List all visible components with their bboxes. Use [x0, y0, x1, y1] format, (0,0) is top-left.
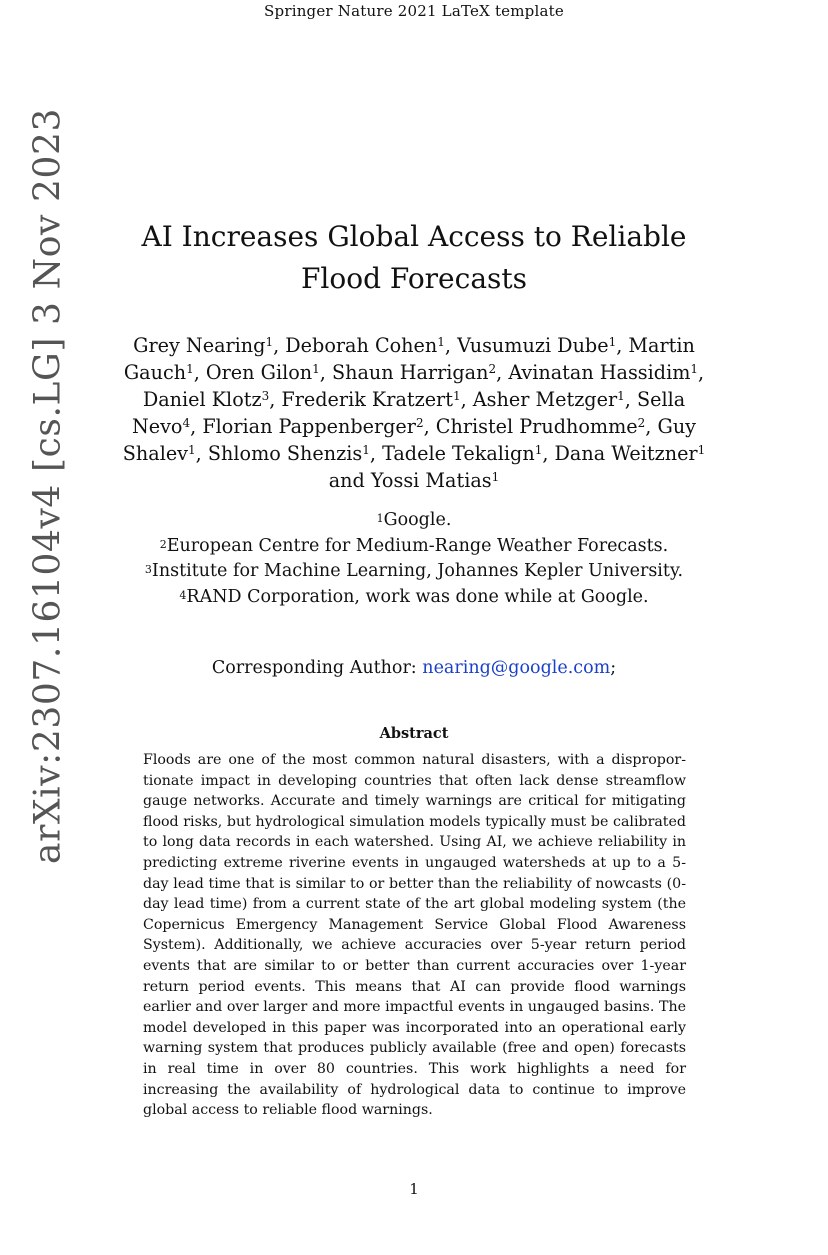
paper-title: AI Increases Global Access to Reliable Flood Forecasts — [141, 220, 687, 295]
author-affiliation-mark: 2 — [415, 416, 424, 430]
author-name: Frederik Kratzert — [281, 388, 453, 411]
author — [508, 361, 698, 384]
author-affiliation-mark: 1 — [437, 335, 445, 349]
arxiv-identifier[interactable]: arXiv:2307.16104v4 [cs.LG] 3 Nov 2023 — [27, 108, 69, 864]
author-affiliation-mark: 1 — [534, 443, 543, 457]
author-affiliation-mark: 1 — [608, 335, 617, 349]
corresponding-author — [100, 655, 728, 681]
author-name: Tadele Tekalign — [382, 442, 535, 465]
affiliation — [100, 585, 728, 611]
author-name: Deborah Cohen — [285, 334, 438, 357]
affiliation-number: 1 — [376, 512, 384, 525]
author-name: Christel Prudhomme — [435, 415, 638, 438]
author — [555, 442, 706, 465]
author-name: Oren Gilon — [205, 361, 313, 384]
author-affiliation-mark: 2 — [637, 416, 646, 430]
author-name: Sella Nevo — [131, 388, 686, 438]
author-connector: and — [328, 469, 365, 492]
author-list: Grey Nearing$^1$, Deborah Cohen$^1$, Vusumuzi Dube$^1$, Martin Gauch$^1$, Oren Gilon$^1$, Shaun Harrigan$^2$, Avinatan Hassidim$^1$, Daniel Klotz$^3$, Frederik Kratzert$^1$, Asher Metzger$^1$, Sella Nevo$^4$, Florian Pappenberger$^2$, Christel Prudhomme$^2$, Guy Shalev$^1$, Shlomo Shenzis$^1$, Tadele Tekalign$^1$, Dana Weitzner$^1$ and Yossi Matias$^1$ — [122, 334, 706, 492]
affiliation — [100, 508, 728, 534]
abstract-heading: Abstract — [379, 725, 449, 742]
author-affiliation-mark: 1 — [452, 389, 461, 403]
author — [457, 334, 616, 357]
author-name: Florian Pappenberger — [202, 415, 416, 438]
author-name: Avinatan Hassidim — [508, 361, 691, 384]
author-name: Daniel Klotz — [142, 388, 262, 411]
author-name: Shaun Harrigan — [331, 361, 489, 384]
author-affiliation-mark: 1 — [312, 362, 320, 376]
author-affiliation-mark: 1 — [188, 443, 196, 457]
author — [143, 388, 269, 411]
author — [473, 388, 625, 411]
author-name: Asher Metzger — [472, 388, 618, 411]
affiliation-number: 2 — [159, 537, 167, 551]
abstract-body: Floods are one of the most common natural disasters, with a disproportionate impact in developing countries that often lack dense streamflow gauge networks. Accurate and timely warnings are critical for mitigating flood risks, but hydrological simulation models typically must be calibrated to long data records in each watershed. Using AI, we achieve reliability in predicting extreme riverine events in ungauged watersheds at up to a 5-day lead time that is similar to or better than the reliability of nowcasts (0-day lead time) from a current state of the art global modeling system (the Copernicus Emergency Management Service Global Flood Awareness System). Additionally, we achieve accuracies over 5-year return period events that are similar to or better than current accuracies over 1-year return period events. This means that AI can provide flood warnings earlier and over larger and more impactful events in ungauged basins. The model developed in this paper was incorporated into an operational early warning system that produces publicly available (free and open) forecasts in real time in over 80 countries. This work highlights a need for increasing the availability of hydrological data to continue to improve global access to reliable flood warnings. — [143, 752, 686, 1119]
author-name: Shlomo Shenzis — [207, 442, 363, 465]
author-affiliation-mark: 1 — [186, 362, 194, 376]
author — [133, 334, 273, 357]
author — [281, 388, 460, 411]
affiliation-number: 4 — [179, 588, 187, 602]
author-affiliation-mark: 1 — [690, 362, 699, 376]
affiliation-text: European Centre for Medium-Range Weather Forecasts. — [166, 535, 669, 556]
author-affiliation-mark: 1 — [491, 470, 500, 484]
author-affiliation-mark: 3 — [261, 389, 270, 403]
author — [206, 361, 320, 384]
affiliation-number: 3 — [144, 563, 152, 576]
author — [332, 361, 496, 384]
author-affiliation-mark: 1 — [265, 335, 274, 349]
author-affiliation-mark: 2 — [488, 362, 497, 376]
affiliation-text: RAND Corporation, work was done while at Google. — [186, 586, 649, 607]
affiliation — [100, 534, 728, 560]
running-head: Springer Nature 2021 LaTeX template — [264, 2, 564, 20]
author — [436, 415, 646, 438]
author — [208, 442, 370, 465]
affiliation-list — [100, 508, 728, 610]
author — [202, 415, 423, 438]
author-affiliation-mark: 1 — [362, 443, 370, 457]
page-number: 1 — [409, 1180, 419, 1198]
affiliation — [100, 559, 728, 585]
author-name: Martin Gauch — [123, 334, 695, 384]
author-name: Vusumuzi Dube — [457, 334, 609, 357]
author — [285, 334, 445, 357]
author-name: Grey Nearing — [133, 334, 266, 357]
corresponding-author-email[interactable]: nearing@google.com — [422, 658, 611, 678]
author-name: Yossi Matias — [370, 469, 492, 492]
affiliation-text: Google. — [383, 510, 452, 530]
author — [382, 442, 542, 465]
affiliation-text: Institute for Machine Learning, Johannes Kepler University. — [151, 561, 684, 581]
author-affiliation-mark: 1 — [617, 389, 625, 403]
author-affiliation-mark: 1 — [697, 443, 706, 457]
author — [371, 469, 499, 492]
corresponding-author-suffix: ; — [610, 658, 617, 678]
corresponding-author-label: Corresponding Author: — [211, 658, 417, 678]
author-name: Guy Shalev — [122, 415, 697, 465]
author-name: Dana Weitzner — [554, 442, 698, 465]
author-affiliation-mark: 4 — [182, 416, 191, 430]
